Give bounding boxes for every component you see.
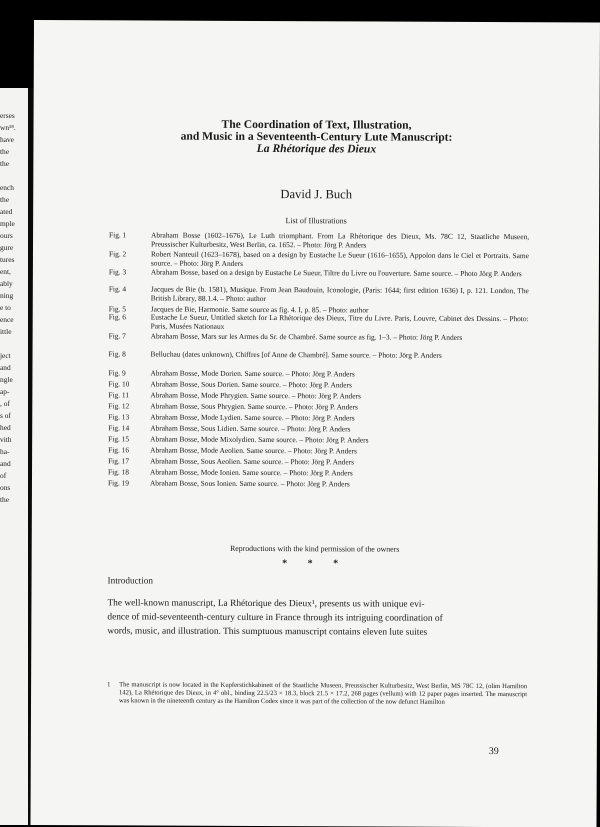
left-page-text-fragment: ning (0, 291, 14, 300)
left-page-text-fragment: , of (0, 399, 10, 408)
figure-label: Fig. 15 (108, 434, 130, 444)
left-page-text-fragment: ap- (0, 387, 10, 396)
intro-line-2: dence of mid-seventeenth-century culture in France through its intriguing coordination of (107, 612, 443, 624)
intro-line-1: The well-known manuscript, La Rhétorique des Dieux¹, presents us with unique evi- (107, 598, 425, 610)
left-page-text-fragment: ngle (0, 375, 13, 384)
section-separator: * * * (282, 558, 348, 570)
left-page-text-fragment: ably (0, 279, 13, 288)
figure-label: Fig. 18 (108, 467, 130, 477)
figure-label: Fig. 6 (108, 312, 126, 322)
figure-caption: Abraham Bosse, based on a design by Eustache Le Sueur, Tiltre du Livre ou l'ouverture. Same source. – Photo Jörg P. Anders (150, 267, 522, 279)
page-number: 39 (488, 745, 499, 758)
left-page-text-fragment: tures (0, 255, 15, 264)
left-page-text-fragment: ittle (0, 327, 12, 336)
left-page-text-fragment: the (0, 495, 10, 504)
left-page-text-fragment: and (0, 459, 11, 468)
figure-entry (108, 445, 528, 456)
left-page-text-fragment: ent, (0, 267, 11, 276)
figure-label: Fig. 3 (108, 267, 127, 277)
left-page-text-fragment: ject (0, 351, 11, 360)
figure-label: Fig. 19 (107, 478, 129, 488)
left-page-text-fragment: vith (0, 435, 12, 444)
figure-entry (108, 423, 528, 434)
figure-entry (107, 478, 528, 489)
left-page-text-fragment: ench (0, 183, 14, 192)
reproductions-note: Reproductions with the kind permission of the owners (230, 543, 400, 554)
introduction-heading: Introduction (107, 575, 153, 586)
figure-label: Fig. 13 (108, 412, 130, 422)
left-page-text-fragment: ours (0, 231, 13, 240)
figure-caption: Robert Nanteuil (1623–1678), based on a design by Eustache Le Sueur (1616–1655), Appolon dans le Ciel et Portraits. Same source. – Photo: Jörg P. Anders (150, 249, 529, 268)
figure-label: Fig. 7 (108, 331, 126, 341)
left-page-text-fragment: ons (0, 483, 11, 492)
figure-label: Fig. 10 (108, 379, 130, 389)
figure-label: Fig. 14 (108, 423, 130, 433)
figure-caption: Abraham Bosse, Mars sur les Armes du Sr. de Chambré. Same source as fig. 1–3. – Photo: Jörg P. Anders (150, 331, 463, 342)
figure-label: Fig. 8 (108, 349, 126, 359)
figure-label: Fig. 11 (108, 390, 130, 400)
left-page-text-fragment: ated (0, 207, 13, 216)
left-page-text-fragment: wn¹⁸. (0, 123, 16, 132)
figure-label: Fig. 16 (108, 445, 130, 455)
figure-entry (108, 331, 529, 342)
figure-caption: Abraham Bosse, Mode Phrygien. Same source. – Photo: Jörg P. Anders (150, 390, 361, 401)
left-page-text-fragment: have (0, 135, 14, 144)
figure-entry (108, 412, 528, 423)
figure-label: Fig. 2 (108, 249, 127, 259)
left-page-text-fragment: e to (0, 303, 11, 312)
figure-caption: Eustache Le Sueur, Untitled sketch for La Rhétorique des Dieux, Titre du Livre. Paris, Louvre, Cabinet des Dessins. – Photo: Paris, Musées Nationaux (150, 312, 529, 331)
list-of-illustrations-heading: List of Illustrations (285, 216, 347, 226)
footnote-number: 1 (107, 681, 111, 689)
figure-label: Fig. 17 (108, 456, 130, 466)
left-page-text-fragment: erses (0, 111, 15, 120)
article-title-line-3: La Rhétorique des Dieux (256, 141, 377, 156)
figure-entry (108, 349, 529, 360)
figure-caption: Abraham Bosse, Mode Aeolien. Same source. – Photo: Jörg P. Anders (150, 445, 357, 456)
left-page-text-fragment: gure (0, 243, 14, 252)
figure-entry (108, 304, 529, 315)
left-page-text-fragment: hed (0, 423, 11, 432)
figure-caption: Abraham Bosse, Mode Mixolydien. Same source. – Photo: Jörg P. Anders (150, 434, 369, 445)
author-name: David J. Buch (280, 187, 353, 202)
figure-label: Fig. 5 (108, 304, 127, 314)
figure-caption: Abraham Bosse, Mode Lydien. Same source. – Photo: Jörg P. Anders (150, 412, 355, 423)
figure-label: Fig. 1 (109, 230, 127, 240)
article-page (30, 20, 600, 827)
figure-entry (108, 368, 528, 379)
left-page-text-fragment: the (0, 147, 10, 156)
figure-label: Fig. 4 (108, 284, 127, 294)
figure-caption: Belluchau (dates unknown), Chiffres [of Anne de Chambré]. Same source. – Photo: Jörg P. Anders (150, 349, 442, 360)
left-page-fragment (0, 88, 28, 825)
figure-label: Fig. 12 (108, 401, 130, 411)
left-page-text-fragment: s of (0, 411, 11, 420)
figure-entry (108, 434, 528, 445)
figure-caption: Abraham Bosse, Sous Phrygien. Same source. – Photo: Jörg P. Anders (150, 401, 358, 412)
figure-entry (109, 230, 530, 250)
figure-entry (108, 267, 529, 279)
left-page-text-fragment: mple (0, 219, 15, 228)
figure-entry (108, 379, 528, 390)
figure-caption: Abraham Bosse, Sous Dorien. Same source. – Photo: Jörg P. Anders (150, 379, 352, 390)
intro-line-3: words, music, and illustration. This sumptuous manuscript contains eleven lute suites (107, 626, 428, 638)
figure-caption: Abraham Bosse (1602–1676), Le Luth triomphant. From La Rhétorique des Dieux, Ms. 78C 12, Staatliche Museen, Preussischer Kulturbesitz, West Berlin, ca. 1652. – Photo: Jörg P. Anders (151, 230, 530, 250)
figure-caption: Abraham Bosse, Mode Ionien. Same source. – Photo: Jörg P. Anders (150, 467, 353, 478)
footnote-text: The manuscript is now located in the Kupferstichkabinett of the Staatliche Museen, Preussischer Kulturbesitz, West Berlin, MS 78C 12, (olim Hamilton 142), La Rhétorique des Dieux, in 4° obl., binding 22.5/23 × 18.3, block 21.5 × 17.2, 268 pages (vellum) with 12 paper pages inserted. The manuscript was known in the nineteenth century as the Hamilton Codex since it was part of the collection of the now defunct Hamilton (119, 681, 528, 707)
figure-caption: Abraham Bosse, Mode Dorien. Same source. – Photo: Jörg P. Anders (150, 368, 355, 379)
figure-caption: Abraham Bosse, Sous Ionien. Same source. – Photo: Jörg P. Anders (149, 478, 350, 489)
left-page-text-fragment: ence (0, 315, 14, 324)
figure-caption: Jacques de Bie, Harmonie. Same source as fig. 4. I, p. 85. – Photo: author (150, 304, 369, 315)
figure-entry (108, 456, 528, 467)
figure-entry (108, 390, 528, 401)
figure-entry (108, 401, 528, 412)
footnote (107, 681, 528, 707)
figure-caption: Abraham Bosse, Sous Aeolien. Same source. – Photo: Jörg P. Anders (150, 456, 355, 467)
figure-entry (108, 312, 529, 331)
figure-entry (108, 467, 528, 478)
left-page-text-fragment: of (0, 471, 7, 480)
figure-caption: Abraham Bosse, Sous Lidien. Same source. – Photo: Jörg P. Anders (150, 423, 351, 434)
article-title-line-2: and Music in a Seventeenth-Century Lute Manuscript: (180, 129, 453, 144)
figure-caption: Jacques de Bie (b. 1581), Musique. From Jean Baudouin, Iconologie, (Paris: 1644; first edition 1636) I, p. 121. London, The British Library, 88.1.4. – Photo: author (150, 284, 529, 303)
left-page-text-fragment: the (0, 195, 10, 204)
figure-entry (108, 249, 529, 268)
left-page-text-fragment: ha- (0, 447, 10, 456)
figure-label: Fig. 9 (108, 368, 126, 378)
left-page-text-fragment: the (0, 159, 10, 168)
left-page-text-fragment: and (0, 363, 11, 372)
article-title-line-1: The Coordination of Text, Illustration, (221, 117, 412, 132)
figure-entry (108, 284, 529, 303)
